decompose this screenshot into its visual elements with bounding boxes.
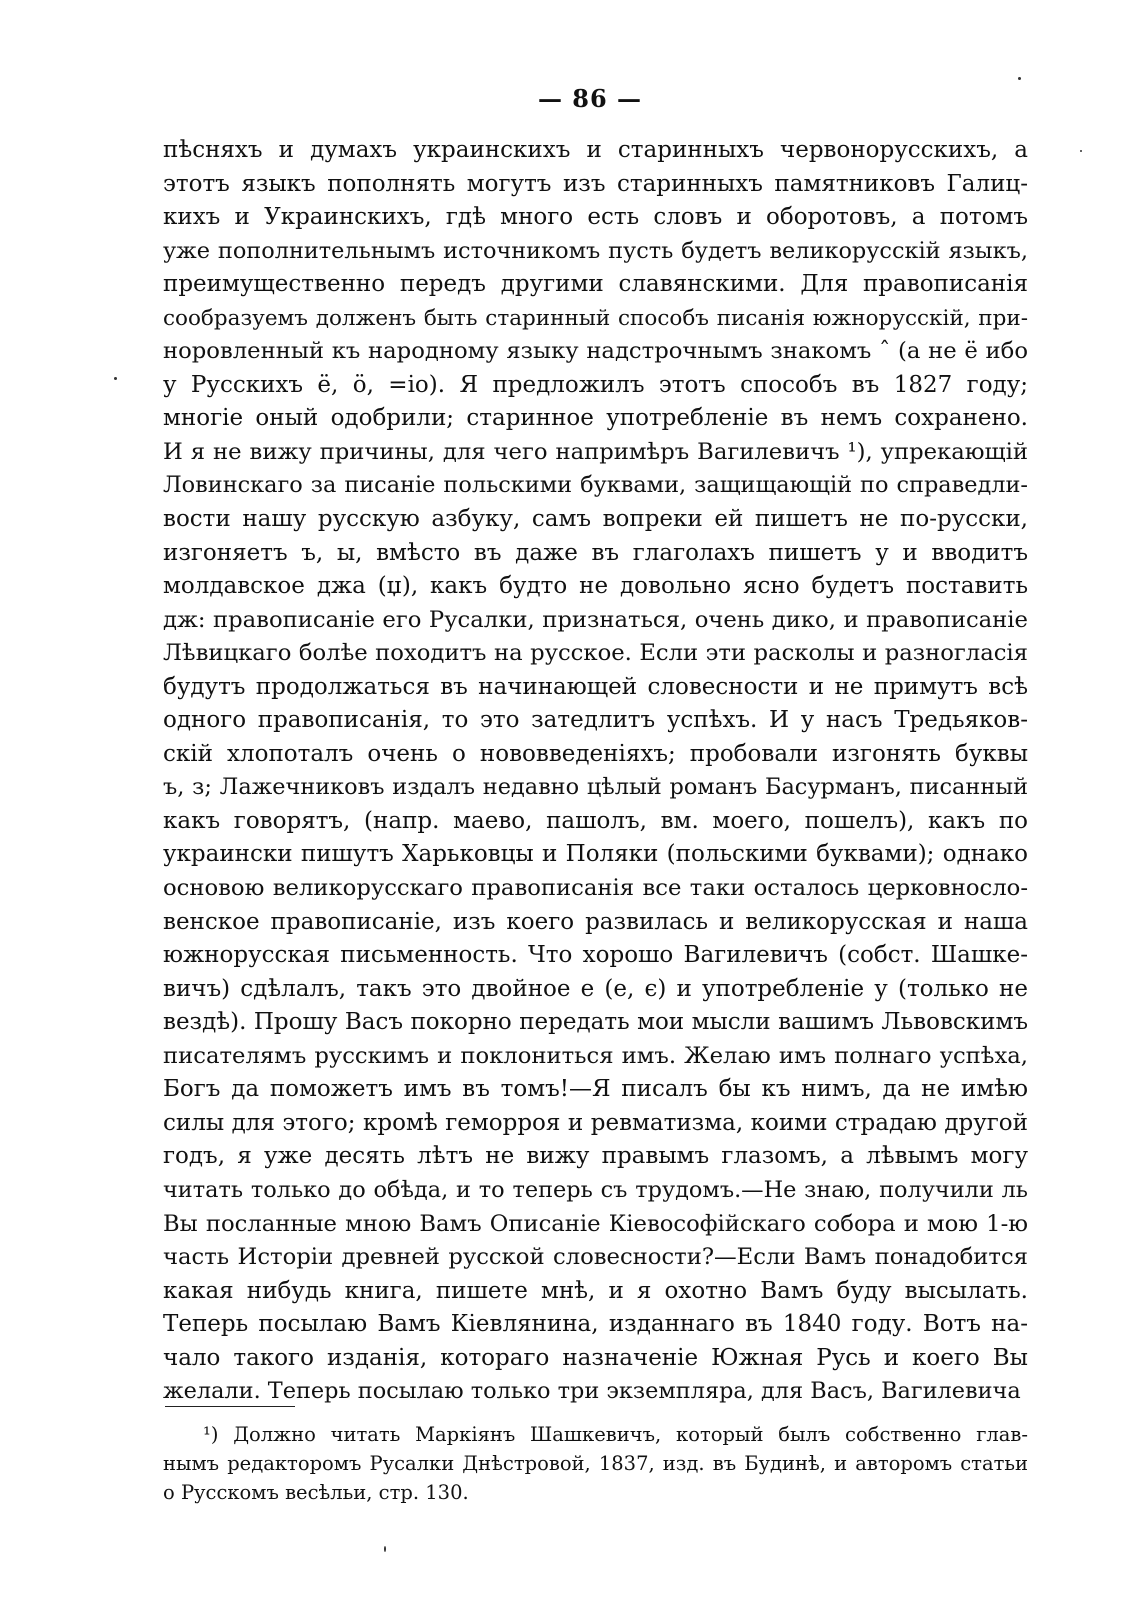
text-line: чало такого изданія, котораго назначеніе Южная Русь и коего Вы (163, 1344, 1028, 1371)
text-line: часть Исторіи древней русской словесности?—Если Вамъ понадобится (163, 1244, 1028, 1271)
text-line: норовленный къ народному языку надстрочнымъ знакомъ ˆ (а не ё ибо (163, 338, 1028, 365)
text-line: какъ говорятъ, (напр. маево, пашолъ, вм. моего, пошелъ), какъ по (163, 807, 1028, 834)
text-line: Ловинскаго за писаніе польскими буквами, защищающій по справедли- (163, 472, 1028, 499)
text-line: южнорусская письменность. Что хорошо Вагилевичъ (собст. Шашке- (163, 942, 1028, 969)
text-line: будутъ продолжаться въ начинающей словесности и не примутъ всѣ (163, 673, 1028, 700)
text-line: скій хлопоталъ очень о нововведеніяхъ; пробовали изгонять буквы (163, 740, 1028, 767)
text-line: вездѣ). Прошу Васъ покорно передать мои мысли вашимъ Львовскимъ (163, 1009, 1028, 1036)
text-line: этотъ языкъ пополнять могутъ изъ старинныхъ памятниковъ Галиц- (163, 170, 1028, 197)
text-line: ъ, з; Лажечниковъ издалъ недавно цѣлый романъ Басурманъ, писанный (163, 774, 1028, 801)
text-line: многіе оный одобрили; старинное употребленіе въ немъ сохранено. (163, 405, 1028, 432)
text-line: сообразуемъ долженъ быть старинный способъ писанія южнорусскій, при- (163, 305, 1028, 331)
footnote-line: о Русскомъ весѣльи, стр. 130. (163, 1481, 469, 1504)
body-text (163, 134, 1028, 1409)
scan-speck (1080, 150, 1082, 152)
page-number: — 86 — (537, 84, 643, 113)
text-line: основою великорусскаго правописанія все таки осталось церковносло- (163, 875, 1028, 902)
scan-speck (114, 377, 117, 380)
text-line: пѣсняхъ и думахъ украинскихъ и старинныхъ червонорусскихъ, а (163, 137, 1028, 163)
text-line: украински пишутъ Харьковцы и Поляки (польскими буквами); однако (163, 841, 1028, 868)
text-line: писателямъ русскимъ и поклониться имъ. Желаю имъ полнаго успѣха, (163, 1042, 1028, 1069)
text-line: Теперь посылаю Вамъ Кіевлянина, изданнаго въ 1840 году. Вотъ на- (163, 1311, 1028, 1338)
scan-speck (1018, 77, 1021, 80)
scan-speck (384, 1546, 386, 1552)
footnote-line: нымъ редакторомъ Русалки Днѣстровой, 1837, изд. въ Будинѣ, и авторомъ статьи (163, 1452, 1028, 1475)
footnote (163, 1420, 1028, 1507)
text-line: годъ, я уже десять лѣтъ не вижу правымъ глазомъ, а лѣвымъ могу (163, 1143, 1028, 1170)
text-line: вичъ) сдѣлалъ, такъ это двойное е (е, є) и употребленіе у (только не (163, 975, 1028, 1002)
text-line: одного правописанія, то это затедлитъ успѣхъ. И у насъ Тредьяков- (163, 707, 1028, 734)
text-line: желали. Теперь посылаю только три экземпляра, для Васъ, Вагилевича (163, 1378, 1021, 1405)
text-line: кихъ и Украинскихъ, гдѣ много есть словъ и оборотовъ, а потомъ (163, 204, 1028, 231)
text-line: уже пополнительнымъ источникомъ пусть будетъ великорусскій языкъ, (163, 237, 1028, 264)
text-line: вости нашу русскую азбуку, самъ вопреки ей пишетъ не по-русски, (163, 506, 1028, 533)
text-line: молдавское джа (џ), какъ будто не довольно ясно будетъ поставить (163, 573, 1028, 600)
text-line: читать только до обѣда, и то теперь съ трудомъ.—Не знаю, получили ль (163, 1176, 1028, 1203)
text-line: изгоняетъ ъ, ы, вмѣсто въ даже въ глаголахъ пишетъ у и вводитъ (163, 539, 1028, 566)
text-line: Вы посланные мною Вамъ Описаніе Кіевософійскаго собора и мою 1-ю (163, 1210, 1028, 1237)
footnote-separator (165, 1406, 295, 1407)
text-line: силы для этого; кромѣ геморроя и ревматизма, коими страдаю другой (163, 1109, 1028, 1136)
footnote-line: ¹) Должно читать Маркіянъ Шашкевичъ, который былъ собственно глав- (203, 1423, 1028, 1446)
text-line: какая нибудь книга, пишете мнѣ, и я охотно Вамъ буду высылать. (163, 1277, 1028, 1304)
text-line: преимущественно передъ другими славянскими. Для правописанія (163, 271, 1028, 298)
text-line: Лѣвицкаго болѣе походитъ на русское. Если эти расколы и разногласія (163, 640, 1028, 667)
text-line: у Русскихъ ё, ö, =іо). Я предложилъ этотъ способъ въ 1827 году; (163, 371, 1028, 398)
text-line: венское правописаніе, изъ коего развилась и великорусская и наша (163, 908, 1028, 935)
text-line: дж: правописаніе его Русалки, признаться, очень дико, и правописаніе (163, 606, 1028, 633)
text-line: И я не вижу причины, для чего напримѣръ Вагилевичъ ¹), упрекающій (163, 438, 1028, 465)
text-line: Богъ да поможетъ имъ въ томъ!—Я писалъ бы къ нимъ, да не имѣю (163, 1076, 1028, 1103)
